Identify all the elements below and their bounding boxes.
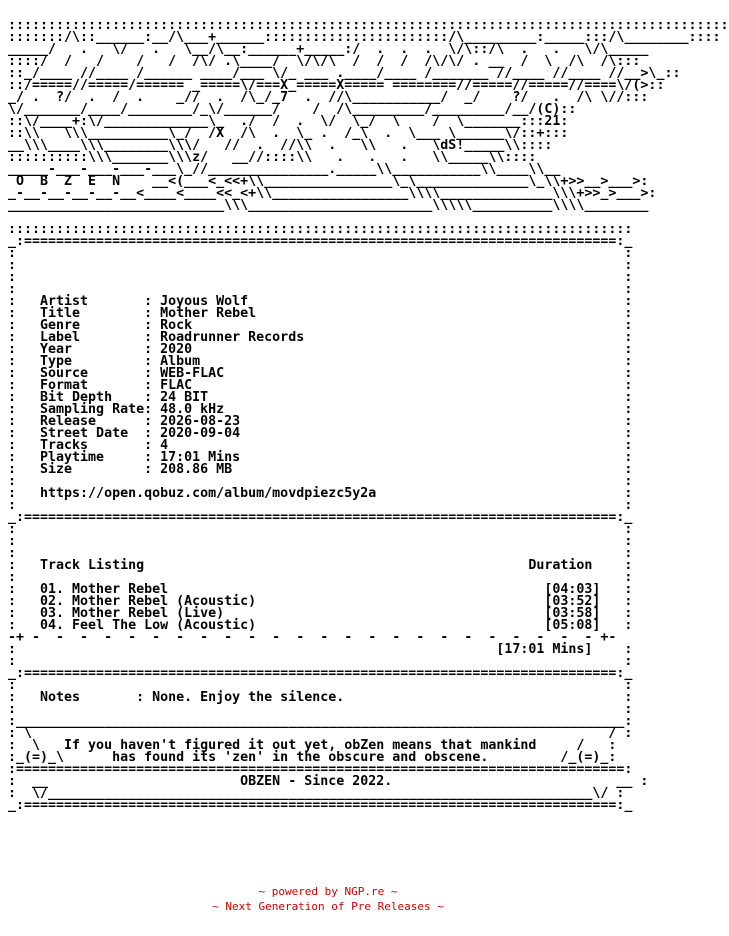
footer-tagline: ~ Next Generation of Pre Releases ~ (212, 900, 444, 913)
nfo-text: :::::::::::::::::::::::::::::::::::::::::::::::::::::::::::::::::::::::::::::::::::::::::: :::::::/\::______:__/\___+______:::::::::::::::::::::::/\_________:_____:::/\________:::: _____/ . \/ . \__/\__:______+_____:/ . . . \/\::/\ . . \/\_____ ::::/ / / / / /\/ .\____/ \/\/\ / / / /\/\/ . __ / \ /\ /\::: ::_/____ //____ /______ ____/___ \/_ ___ .____/____ /_______ //____ //____ //__>\_:: ::/=====//=====/====== _=====\/===X_=====X===== ========//=====//=====//====\/(>:: _/ . ?/ . / . _// . /\_/_7 . //\___________/ _/ ?/ . /\ \//::: \/_______/____/________/_\/______/ / /\_________/_________/__/(C):: ::\/____+:\/_____________\_ ./ / . \/ \_/ \ / \_______:::21: ::\\ \\\__________\_/ /X /\ . \_ . /_\ . \___ \______\/::+::: __\\\____\\\________\\\/ // . //\\ . \\ . \dS!_____\\:::: ::::::::::\\\_______\\\z/ __//::::\\ . . . \\_____\\:::: _____-___-___-___-___\_//_______________._____\\___________\\____\\__ O B Z E N __<(___<_<<+\\________________\_\______________\_\\+>>__>___>: _-__-__-__-__-__<____<____<<_<+\\_________________\\\\______________\\\+>>_>___>: ___________________________\\\_______________________\\\\\__________\\\\________ :::::::::::::::::::::::::::::::::::::::::::::::::::::::::::::::::::::::::::::: _:==========================================================================:_ : : : : : : : : : Artist : Joyous Wolf : : Title : Mother Rebel : : Genre : Rock : : Label : Roadrunner Records : : Year : 2020 : : Type : Album : : Source : WEB-FLAC : : Format : FLAC : : Bit Depth : 24 BIT : : Sampling Rate: 48.0 kHz : : Release : 2026-08-23 : : Street Date : 2020-09-04 : : Tracks : 4 : : Playtime : 17:01 Mins : : Size : 208.86 MB : : : : https://open.qobuz.com/album/movdpiezc5y2a : : : _:==========================================================================:_ : : : : : : : Track Listing Duration : : : : 01. Mother Rebel [04:03] : : 02. Mother Rebel (Acoustic) [03:52] : : 03. Mother Rebel (Live) [03:58] : : 04. Feel The Low (Acoustic) [05:08] : -+ - - - - - - - - - - - - - - - - - - - - - - - - +- : [17:01 Mins] : : : _:==========================================================================:_ : : : Notes : None. Enjoy the silence. : : : :____________________________________________________________________________: : \ / : : \ If you haven't figured it out yet, obZen means that mankind / : :_(=)_\ has found its 'zen' in the obscure and obscene. /_(=)_: :============================================================================: : __ OBZEN - Since 2022. __ : : \/____________________________________________________________________\/ : _:==========================================================================:_ (8, 18, 729, 813)
footer-powered-by: ~ powered by NGP.re ~ (258, 885, 398, 898)
